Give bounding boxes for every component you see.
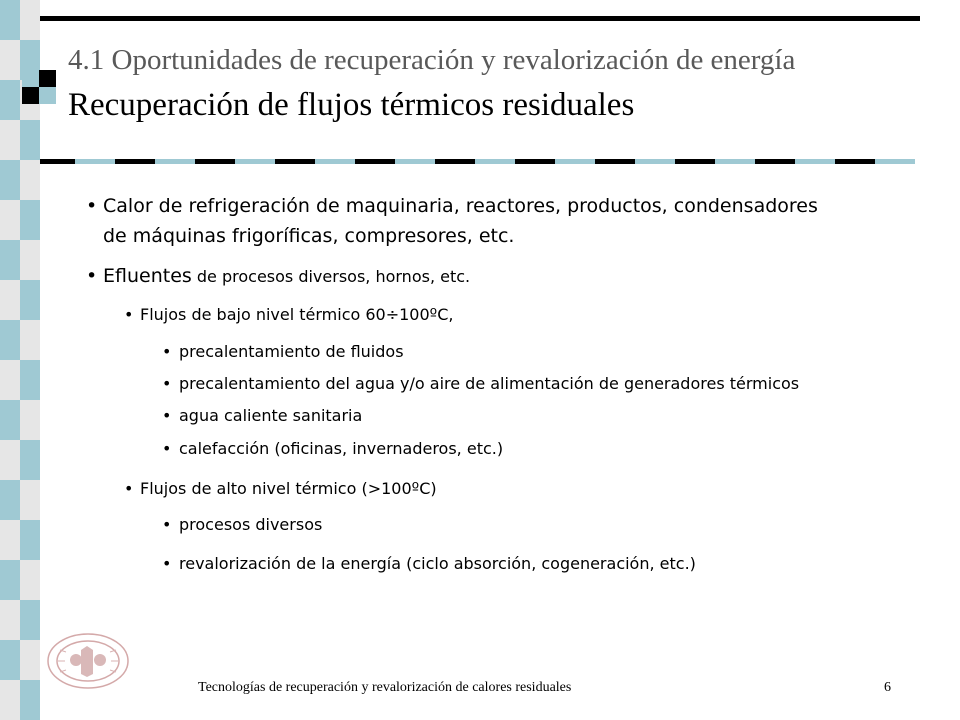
bullet-text: revalorización de la energía (ciclo absorción, cogeneración, etc.) — [179, 554, 696, 573]
bullet-text: calefacción (oficinas, invernaderos, etc.) — [179, 439, 504, 458]
bullet-text: procesos diversos — [179, 515, 323, 534]
bullet-text — [103, 262, 470, 291]
top-rule — [40, 16, 920, 21]
bullet-text: precalentamiento del agua y/o aire de alimentación de generadores térmicos — [179, 374, 800, 393]
bullet-text: agua caliente sanitaria — [179, 406, 363, 425]
bullet-lead: Efluentes — [103, 265, 192, 287]
bullet-dot-icon: • — [86, 265, 98, 287]
bullet-dot-icon: • — [124, 479, 134, 498]
page-number: 6 — [884, 680, 891, 695]
bullet-text: de máquinas frigoríficas, compresores, etc. — [103, 225, 515, 247]
title-dashed-rule — [40, 159, 915, 164]
bullet-dot-icon: • — [124, 305, 134, 324]
bullet-text: Flujos de bajo nivel térmico 60÷100ºC, — [140, 305, 454, 324]
university-seal-icon — [46, 632, 130, 690]
slide-title: Recuperación de flujos térmicos residuales — [68, 87, 635, 123]
bullet-dot-icon: • — [162, 554, 172, 573]
bullet-rest: de procesos diversos, hornos, etc. — [191, 267, 471, 286]
bullet-dot-icon: • — [86, 195, 98, 217]
bullet-dot-icon: • — [162, 406, 172, 425]
title-squares-icon — [22, 70, 56, 104]
bullet-text: precalentamiento de fluidos — [179, 342, 404, 361]
bullet-dot-icon: • — [162, 439, 172, 458]
bullet-dot-icon: • — [162, 374, 172, 393]
bullet-text: Calor de refrigeración de maquinaria, reactores, productos, condensadores — [103, 195, 818, 217]
footer-text: Tecnologías de recuperación y revalorización de calores residuales — [198, 680, 572, 695]
bullet-text: Flujos de alto nivel térmico (>100ºC) — [140, 479, 437, 498]
slide-subtitle: 4.1 Oportunidades de recuperación y revalorización de energía — [68, 44, 796, 76]
bullet-dot-icon: • — [162, 515, 172, 534]
left-decorative-strip — [0, 0, 40, 720]
bullet-dot-icon: • — [162, 342, 172, 361]
